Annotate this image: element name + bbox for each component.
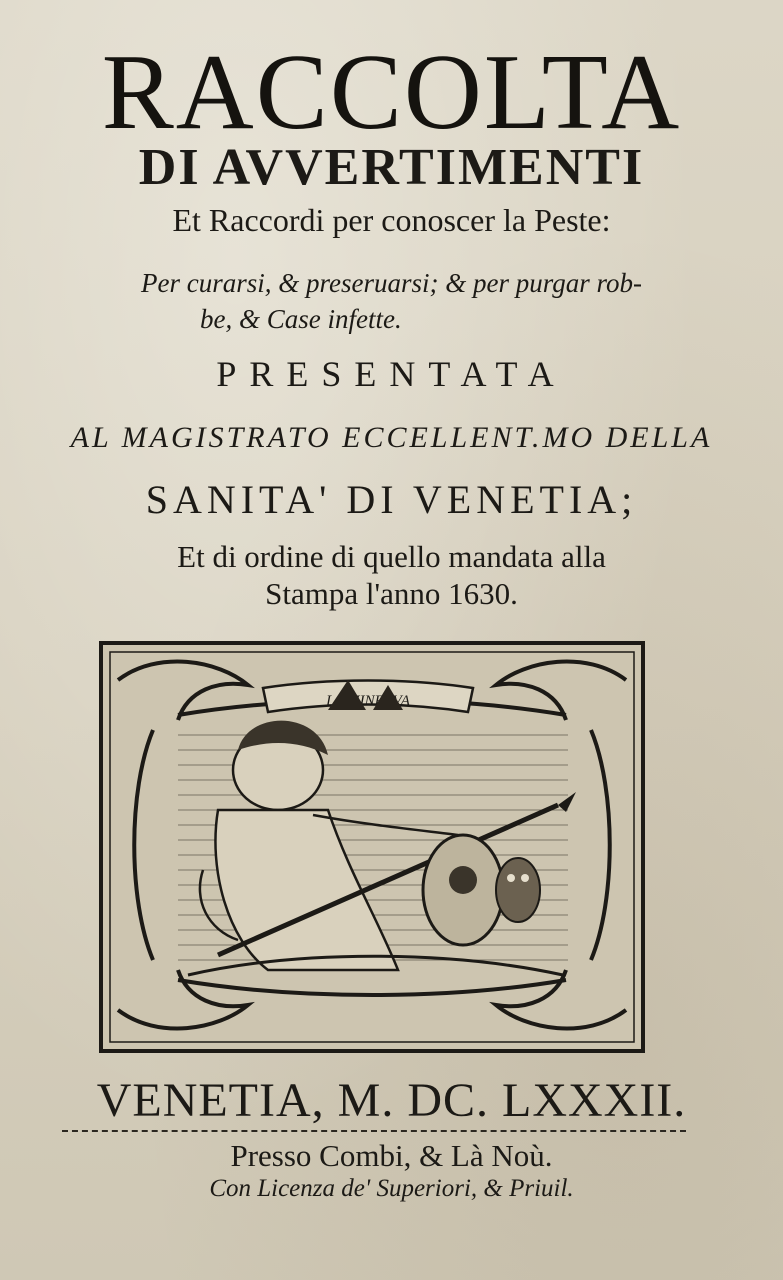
imprint-city-date: VENETIA, M. DC. LXXXII.	[96, 1074, 687, 1127]
licenza-line: Con Licenza de' Superiori, & Priuil.	[209, 1175, 574, 1202]
printer-line: Presso Combi, & Là Noù.	[230, 1138, 553, 1173]
italic-line-1: Per curarsi, & preseruarsi; & per purgar rob-	[141, 268, 642, 298]
woodcut-motto: LA MINERVA	[326, 693, 410, 709]
subtitle-line-2: Et Raccordi per conoscer la Peste:	[172, 202, 611, 238]
divider-rule	[62, 1130, 686, 1132]
italic-line-2: be, & Case infette.	[200, 304, 402, 334]
sanita-line: SANITA' DI VENETIA;	[145, 477, 638, 522]
book-title: RACCOLTA	[101, 33, 682, 152]
ordine-line-1: Et di ordine di quello mandata alla	[177, 539, 606, 574]
presentata-line: PRESENTATA	[216, 354, 567, 394]
magistrato-line: AL MAGISTRATO ECCELLENT.MO DELLA	[70, 421, 713, 454]
ordine-line-2: Stampa l'anno 1630.	[265, 576, 518, 611]
subtitle-line-1: DI AVVERTIMENTI	[138, 139, 645, 196]
minerva-woodcut-icon	[98, 640, 646, 1054]
